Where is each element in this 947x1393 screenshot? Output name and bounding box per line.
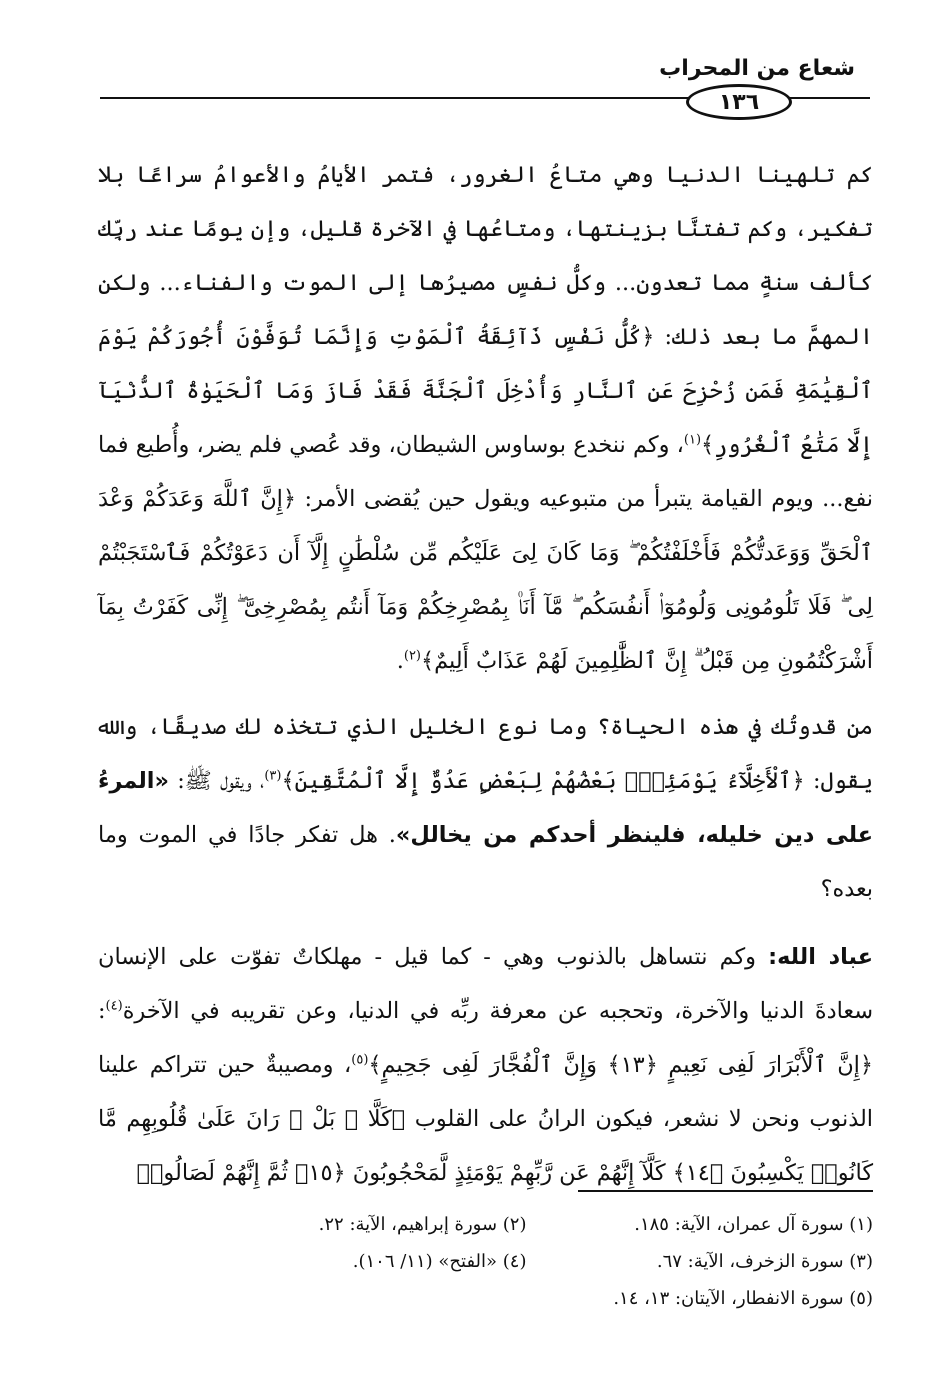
footnote-row	[180, 1206, 873, 1243]
paragraph-3-text: وكم نتساهل بالذنوب وهي - كما قيل - مهلكاتٌ تفوّت على الإنسان سعادةَ الدنيا والآخرة، وتحجبه عن معرفة ربِّه في الدنيا، وعن تقريبه في الآخرة	[98, 944, 873, 1024]
footnote-2: (٢) سورة إبراهيم، الآية: ٢٢.	[318, 1214, 527, 1235]
paragraph-2	[98, 700, 873, 916]
footnotes	[180, 1206, 873, 1317]
footnote-ref-1: (١)	[683, 432, 702, 448]
paragraph-1-continuation: ، وكم ننخدع بوساوس الشيطان، وقد عُصي فلم يضر، وأُطيع فما نفع... ويوم القيامة يتبرأ من متبوعيه ويقول حين يُقضى الأمر: ﴿إِنَّ ٱللَّهَ وَعَدَكُمْ وَعْدَ ٱلْحَقِّ وَوَعَدتُّكُمْ فَأَخْلَفْتُكُمْ ۖ وَمَا كَانَ لِىَ عَلَيْكُم مِّن سُلْطَٰنٍ إِلَّآ أَن دَعَوْتُكُمْ فَٱسْتَجَبْتُمْ لِى ۖ فَلَا تَلُومُونِى وَلُومُوٓا۟ أَنفُسَكُم ۖ مَّآ أَنَا۠ بِمُصْرِخِكُمْ وَمَآ أَنتُم بِمُصْرِخِىَّ ۖ إِنِّى كَفَرْتُ بِمَآ أَشْرَكْتُمُونِ مِن قَبْلُ ۗ إِنَّ ٱلظَّٰلِمِينَ لَهُمْ عَذَابٌ أَلِيمٌ﴾	[98, 432, 873, 674]
footnote-ref-2: (٢)	[403, 648, 421, 664]
footnote-row	[180, 1280, 873, 1317]
paragraph-2-text: من قدوتُك في هذه الحياة؟ وما نوع الخليل الذي تتخذه لك صديقًا، والله يقول: ﴿ٱلْأَخِلَّآءُ يَوْمَئِذٍۭ بَعْضُهُمْ لِبَعْضٍ عَدُوٌّ إِلَّا ٱلْمُتَّقِينَ﴾	[98, 714, 873, 794]
footnote-separator	[578, 1190, 873, 1192]
paragraph-3-verse: : ﴿إِنَّ ٱلْأَبْرَارَ لَفِى نَعِيمٍ ﴿١٣﴾ وَإِنَّ ٱلْفُجَّارَ لَفِى جَحِيمٍ﴾	[98, 998, 873, 1078]
footnote-1: (١) سورة آل عمران، الآية: ١٨٥.	[634, 1214, 873, 1235]
running-head-title: شعاع من المحراب	[659, 56, 855, 81]
footnote-ref-3: (٣)	[264, 768, 282, 784]
paragraph-3-label: عباد الله:	[768, 944, 873, 970]
paragraph-1	[98, 148, 873, 688]
page-number: ١٣٦	[686, 84, 792, 120]
paragraph-2-end: . هل تفكر جادًا في الموت وما بعده؟	[98, 822, 873, 902]
footnote-3: (٣) سورة الزخرف، الآية: ٦٧.	[656, 1251, 873, 1272]
footnote-row	[180, 1243, 873, 1280]
paragraph-2-continuation: ، ويقول ﷺ:	[168, 768, 265, 794]
main-text	[98, 148, 873, 1200]
hadith-quote: «المرءُ على دين خليله، فلينظر أحدكم من يخالل»	[98, 768, 873, 848]
paragraph-3-end: ، ومصيبةٌ حين تتراكم علينا الذنوب ونحن لا نشعر، فيكون الرانُ على القلوب ﴿كَلَّا ۖ بَلْ ۜ رَانَ عَلَىٰ قُلُوبِهِم مَّا كَانُوا۟ يَكْسِبُونَ ﴿١٤﴾ كَلَّآ إِنَّهُمْ عَن رَّبِّهِمْ يَوْمَئِذٍ لَّمَحْجُوبُونَ ﴿١٥﴾ ثُمَّ إِنَّهُمْ لَصَالُوا۟	[98, 1052, 873, 1186]
footnote-ref-5: (٥)	[351, 1052, 369, 1068]
footnote-5: (٥) سورة الانفطار، الآيتان: ١٣، ١٤.	[613, 1288, 873, 1309]
footnote-4: (٤) «الفتح» (١١/ ١٠٦).	[352, 1251, 527, 1272]
paragraph-1-text: كم تلهينا الدنيا وهي متاعُ الغرور، فتمر الأيامُ والأعوامُ سراعًا بلا تفكير، وكم تفتنَّا بزينتها، ومتاعُها في الآخرة قليل، وإن يومًا عند ربِّك كألف سنةٍ مما تعدون... وكلُّ نفسٍ مصيرُها إلى الموت والفناء... ولكن المهمَّ ما بعد ذلك: ﴿كُلُّ نَفْسٍ ذَآئِقَةُ ٱلْمَوْتِ وَإِنَّمَا تُوَفَّوْنَ أُجُورَكُمْ يَوْمَ ٱلْقِيَٰمَةِ فَمَن زُحْزِحَ عَنِ ٱلنَّارِ وَأُدْخِلَ ٱلْجَنَّةَ فَقَدْ فَازَ وَمَا ٱلْحَيَوٰةُ ٱلدُّنْيَآ إِلَّا مَتَٰعُ ٱلْغُرُورِ﴾	[98, 162, 873, 458]
paragraph-1-end: .	[396, 648, 404, 674]
footnote-ref-4: (٤)	[105, 998, 123, 1014]
paragraph-3	[98, 930, 873, 1200]
